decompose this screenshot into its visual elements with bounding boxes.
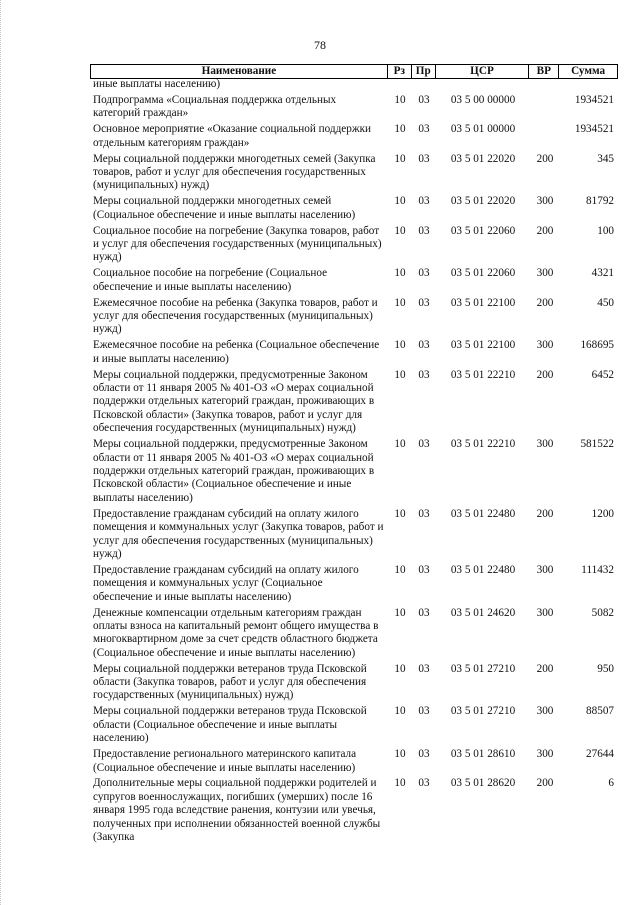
row-pr: 03: [418, 339, 430, 352]
row-csr: 03 5 01 22060: [450, 267, 516, 280]
row-sum: 168695: [580, 339, 614, 352]
table-header: [90, 64, 618, 79]
row-pr: 03: [418, 224, 430, 237]
row-name: Меры социальной поддержки многодетных семей (Социальное обеспечение и иные выплаты населению): [93, 195, 356, 221]
row-name: Денежные компенсации отдельным категориям граждан оплаты взноса на капитальный ремонт общего имущества в многоквартирном доме за счет средств областного бюджета (Социальное обеспечение и иные выплаты населению): [93, 606, 379, 659]
row-pr: 03: [418, 563, 430, 576]
row-csr: 03 5 01 00000: [450, 123, 516, 136]
row-pr: 03: [418, 606, 430, 619]
row-rz: 10: [394, 507, 406, 520]
row-pr: 03: [418, 93, 430, 106]
row-pr: 03: [418, 195, 430, 208]
row-rz: 10: [394, 339, 406, 352]
row-pr: 03: [418, 152, 430, 165]
row-name: Основное мероприятие «Оказание социальной поддержки отдельным категориям граждан»: [93, 123, 371, 149]
table-row: [90, 297, 618, 337]
row-csr: 03 5 01 22100: [450, 296, 516, 309]
row-pr: 03: [418, 748, 430, 761]
header-pr: Пр: [412, 65, 436, 78]
row-vr: 200: [536, 507, 554, 520]
row-name: Предоставление гражданам субсидий на оплату жилого помещения и коммунальных услуг (Социальное обеспечение и иные выплаты населению): [93, 563, 359, 603]
table-body: [90, 94, 618, 845]
row-csr: 03 5 01 28610: [450, 748, 516, 761]
row-name: Ежемесячное пособие на ребенка (Закупка товаров, работ и услуг для обеспечения государственных (муниципальных) нужд): [93, 296, 378, 336]
row-vr: 300: [536, 748, 554, 761]
continuation-text: иные выплаты населению): [93, 78, 221, 90]
row-rz: 10: [394, 662, 406, 675]
row-sum: 1934521: [574, 123, 614, 136]
table-row: [90, 339, 618, 366]
row-vr: [530, 94, 560, 121]
row-csr: 03 5 01 22060: [450, 224, 516, 237]
page-number: 78: [314, 38, 326, 52]
row-csr: 03 5 01 22100: [450, 339, 516, 352]
row-csr: 03 5 01 22210: [450, 368, 516, 381]
row-sum: 345: [597, 152, 614, 165]
row-rz: 10: [394, 563, 406, 576]
row-rz: 10: [394, 748, 406, 761]
row-vr: 300: [536, 438, 554, 451]
row-name: Меры социальной поддержки многодетных семей (Закупка товаров, работ и услуг для обеспечения государственных (муниципальных) нужд): [93, 152, 376, 192]
row-vr: 300: [536, 705, 554, 718]
row-pr: 03: [418, 662, 430, 675]
scan-margin: [0, 0, 7, 905]
header-name: Наименование: [91, 65, 388, 78]
row-rz: 10: [394, 224, 406, 237]
row-vr: 200: [536, 777, 554, 790]
row-vr: 300: [536, 563, 554, 576]
row-vr: 200: [536, 368, 554, 381]
row-csr: 03 5 01 22020: [450, 152, 516, 165]
header-vr: ВР: [529, 65, 559, 78]
row-rz: 10: [394, 152, 406, 165]
row-vr: [530, 123, 560, 150]
row-csr: 03 5 01 24620: [450, 606, 516, 619]
table-row: [90, 508, 618, 562]
row-name: Социальное пособие на погребение (Социальное обеспечение и иные выплаты населению): [93, 267, 328, 293]
table-row: [90, 705, 618, 745]
row-vr: 200: [536, 152, 554, 165]
table-row: [90, 267, 618, 294]
table-row: [90, 195, 618, 222]
header-csr: ЦСР: [436, 65, 530, 78]
row-vr: 300: [536, 195, 554, 208]
table-row: [90, 607, 618, 661]
row-sum: 81792: [586, 195, 614, 208]
row-pr: 03: [418, 296, 430, 309]
row-name: Социальное пособие на погребение (Закупка товаров, работ и услуг для обеспечения государственных (муниципальных) нужд): [93, 224, 382, 264]
row-vr: 200: [536, 224, 554, 237]
row-sum: 950: [597, 662, 614, 675]
row-rz: 10: [394, 296, 406, 309]
table-row: [90, 438, 618, 505]
row-rz: 10: [394, 267, 406, 280]
row-csr: 03 5 01 22480: [450, 507, 516, 520]
row-sum: 4321: [591, 267, 614, 280]
row-pr: 03: [418, 438, 430, 451]
row-name: Меры социальной поддержки, предусмотренные Законом области от 11 января 2005 № 401-ОЗ «О мерах социальной поддержки отдельных категорий граждан, проживающих в Псковской области» (Закупка товаров, работ и услуг для обеспечения государственных (муниципальных) нужд): [93, 368, 375, 435]
row-name: Подпрограмма «Социальная поддержка отдельных категорий граждан»: [93, 93, 337, 120]
row-csr: 03 5 01 22020: [450, 195, 516, 208]
table-row: [90, 663, 618, 703]
header-rz: Рз: [388, 65, 412, 78]
row-csr: 03 5 01 22480: [450, 563, 516, 576]
row-csr: 03 5 00 00000: [450, 93, 516, 106]
row-pr: 03: [418, 705, 430, 718]
row-name: Ежемесячное пособие на ребенка (Социальное обеспечение и иные выплаты населению): [93, 339, 380, 365]
row-rz: 10: [394, 606, 406, 619]
row-csr: 03 5 01 28620: [450, 777, 516, 790]
table-row: [90, 748, 618, 775]
row-vr: 300: [536, 267, 554, 280]
row-pr: 03: [418, 267, 430, 280]
row-pr: 03: [418, 507, 430, 520]
row-csr: 03 5 01 27210: [450, 662, 516, 675]
budget-table: [90, 64, 618, 844]
row-sum: 1200: [591, 507, 614, 520]
row-sum: 100: [597, 224, 614, 237]
row-sum: 5082: [591, 606, 614, 619]
row-rz: 10: [394, 368, 406, 381]
table-row: [90, 225, 618, 265]
row-rz: 10: [394, 438, 406, 451]
row-name: Предоставление регионального материнского капитала (Социальное обеспечение и иные выплаты населению): [93, 748, 357, 774]
row-name: Меры социальной поддержки ветеранов труда Псковской области (Социальное обеспечение и иные выплаты населению): [93, 705, 367, 745]
row-sum: 27644: [586, 748, 614, 761]
table-row: [90, 369, 618, 436]
row-csr: 03 5 01 22210: [450, 438, 516, 451]
header-sum: Сумма: [571, 65, 606, 77]
row-vr: 300: [536, 339, 554, 352]
row-name: Дополнительные меры социальной поддержки родителей и супругов военнослужащих, погибших (умерших) после 16 января 1995 года вследствие ранения, контузии или увечья, полученных при исполнении обязанностей военной службы (Закупка: [93, 777, 381, 844]
row-pr: 03: [418, 777, 430, 790]
row-sum: 88507: [586, 705, 614, 718]
row-sum: 1934521: [574, 93, 614, 106]
row-name: Меры социальной поддержки ветеранов труда Псковской области (Закупка товаров, работ и услуг для обеспечения государственных (муниципальных) нужд): [93, 662, 367, 702]
row-pr: 03: [418, 368, 430, 381]
row-pr: 03: [418, 123, 430, 136]
row-vr: 200: [536, 296, 554, 309]
row-sum: 581522: [580, 438, 614, 451]
table-row: [90, 94, 618, 121]
row-name: Меры социальной поддержки, предусмотренные Законом области от 11 января 2005 № 401-ОЗ «О мерах социальной поддержки отдельных категорий граждан, проживающих в Псковской области» (Социальное обеспечение и иные выплаты населению): [93, 438, 375, 504]
row-rz: 10: [394, 93, 406, 106]
row-sum: 111432: [581, 563, 614, 576]
row-rz: 10: [394, 195, 406, 208]
row-rz: 10: [394, 123, 406, 136]
row-sum: 450: [597, 296, 614, 309]
table-row: [90, 123, 618, 150]
row-rz: 10: [394, 777, 406, 790]
row-name: Предоставление гражданам субсидий на оплату жилого помещения и коммунальных услуг (Закупка товаров, работ и услуг для обеспечения государственных (муниципальных) нужд): [93, 507, 384, 560]
row-sum: 6452: [591, 368, 614, 381]
row-rz: 10: [394, 705, 406, 718]
row-csr: 03 5 01 27210: [450, 705, 516, 718]
row-vr: 200: [536, 662, 554, 675]
row-sum: 6: [608, 777, 614, 790]
row-vr: 300: [536, 606, 554, 619]
table-row: [90, 777, 618, 844]
table-row: [90, 153, 618, 193]
table-row: [90, 564, 618, 604]
